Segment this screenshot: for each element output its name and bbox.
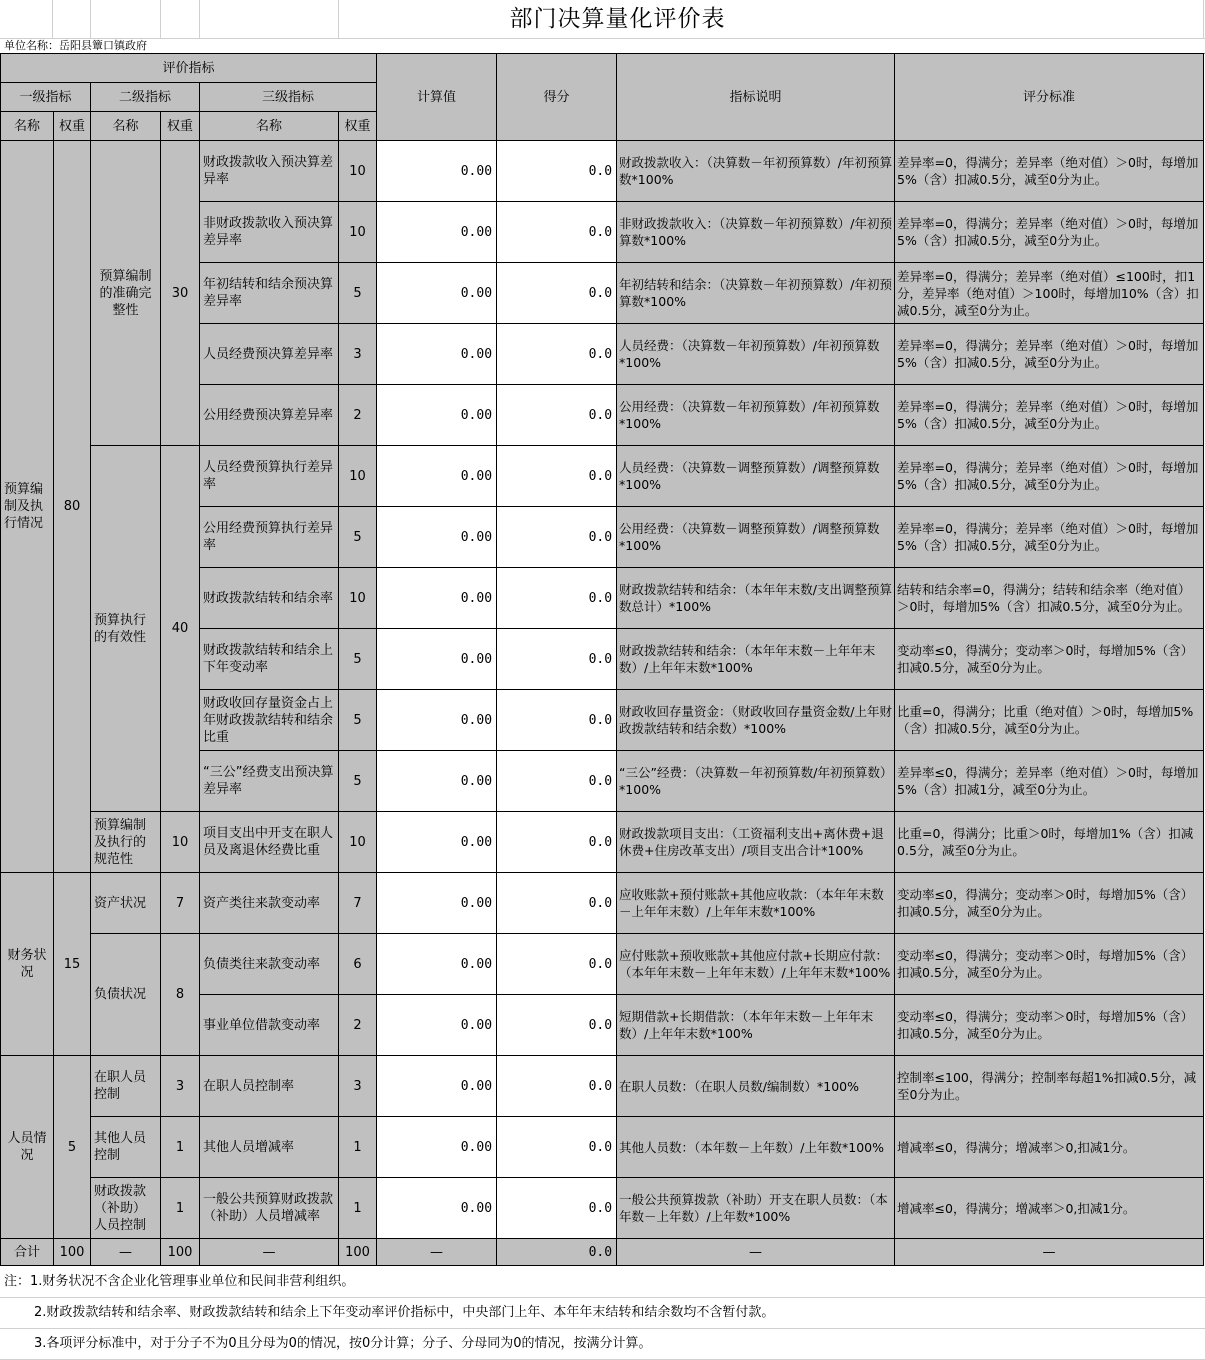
score-cell[interactable]: 0.0 (497, 141, 617, 202)
group-name: 财务状况 (1, 873, 54, 1056)
score-cell[interactable]: 0.0 (497, 202, 617, 263)
indicator-name: “三公”经费支出预决算差异率 (200, 751, 339, 812)
total-dash: — (91, 1239, 161, 1266)
total-score[interactable]: 0.0 (497, 1239, 617, 1266)
standard-cell: 比重=0，得满分；比重（绝对值）＞0时，每增加5%（含）扣减0.5分，减至0分为止。 (895, 690, 1204, 751)
standard-cell: 差异率=0，得满分；差异率（绝对值）≤100时，扣1分，差异率（绝对值）＞100时，每增加10%（含）扣减0.5分，减至0分为止。 (895, 263, 1204, 324)
calc-value-cell[interactable]: 0.00 (377, 507, 497, 568)
table-row (1, 1117, 1204, 1178)
total-dash: — (895, 1239, 1204, 1266)
description-cell: 年初结转和结余：（决算数－年初预算数）/年初预算数*100% (617, 263, 895, 324)
header-score: 得分 (497, 54, 617, 141)
total-dash: — (377, 1239, 497, 1266)
indicator-name: 财政拨款结转和结余上下年变动率 (200, 629, 339, 690)
subgroup-weight: 3 (161, 1056, 200, 1117)
indicator-name: 公用经费预决算差异率 (200, 385, 339, 446)
grid-cell (200, 0, 339, 38)
group-weight: 5 (54, 1056, 91, 1239)
subgroup-name: 其他人员控制 (91, 1117, 161, 1178)
indicator-weight: 10 (339, 446, 377, 507)
indicator-name: 人员经费预决算差异率 (200, 324, 339, 385)
indicator-weight: 2 (339, 385, 377, 446)
description-cell: 应付账款+预收账款+其他应付款+长期应付款：（本年年末数－上年年末数）/上年年末数*100% (617, 934, 895, 995)
calc-value-cell[interactable]: 0.00 (377, 1117, 497, 1178)
header-standard: 评分标准 (895, 54, 1204, 141)
calc-value-cell[interactable]: 0.00 (377, 446, 497, 507)
score-cell[interactable]: 0.0 (497, 934, 617, 995)
header-weight: 权重 (339, 112, 377, 141)
header-weight: 权重 (54, 112, 91, 141)
description-cell: 公用经费：（决算数－调整预算数）/调整预算数*100% (617, 507, 895, 568)
table-row (1, 141, 1204, 202)
grid-cell (91, 0, 161, 38)
calc-value-cell[interactable]: 0.00 (377, 263, 497, 324)
evaluation-table (0, 53, 1204, 1266)
indicator-name: 负债类往来款变动率 (200, 934, 339, 995)
description-cell: 财政收回存量资金：（财政收回存量资金数/上年财政拨款结转和结余数）*100% (617, 690, 895, 751)
indicator-weight: 5 (339, 751, 377, 812)
subgroup-name: 在职人员控制 (91, 1056, 161, 1117)
notes (0, 1267, 1205, 1360)
group-name: 预算编制及执行情况 (1, 141, 54, 873)
indicator-name: 在职人员控制率 (200, 1056, 339, 1117)
description-cell: 财政拨款收入：（决算数－年初预算数）/年初预算数*100% (617, 141, 895, 202)
total-weight-3: 100 (339, 1239, 377, 1266)
indicator-weight: 3 (339, 1056, 377, 1117)
calc-value-cell[interactable]: 0.00 (377, 995, 497, 1056)
standard-cell: 变动率≤0，得满分；变动率＞0时，每增加5%（含）扣减0.5分，减至0分为止。 (895, 873, 1204, 934)
header-level3: 三级指标 (200, 83, 377, 112)
indicator-weight: 5 (339, 629, 377, 690)
calc-value-cell[interactable]: 0.00 (377, 1056, 497, 1117)
subgroup-name: 预算执行的有效性 (91, 446, 161, 812)
description-cell: 公用经费：（决算数－年初预算数）/年初预算数*100% (617, 385, 895, 446)
description-cell: “三公”经费：（决算数－年初预算数/年初预算数）*100% (617, 751, 895, 812)
total-weight-1: 100 (54, 1239, 91, 1266)
indicator-name: 人员经费预算执行差异率 (200, 446, 339, 507)
calc-value-cell[interactable]: 0.00 (377, 751, 497, 812)
score-cell[interactable]: 0.0 (497, 324, 617, 385)
total-weight-2: 100 (161, 1239, 200, 1266)
group-weight: 80 (54, 141, 91, 873)
table-row (1, 812, 1204, 873)
title-row (0, 0, 1205, 39)
table-row (1, 446, 1204, 507)
score-cell[interactable]: 0.0 (497, 812, 617, 873)
indicator-name: 一般公共预算财政拨款（补助）人员增减率 (200, 1178, 339, 1239)
calc-value-cell[interactable]: 0.00 (377, 202, 497, 263)
indicator-weight: 6 (339, 934, 377, 995)
standard-cell: 差异率=0，得满分；差异率（绝对值）＞0时，每增加5%（含）扣减0.5分，减至0分为止。 (895, 507, 1204, 568)
calc-value-cell[interactable]: 0.00 (377, 629, 497, 690)
description-cell: 在职人员数：（在职人员数/编制数）*100% (617, 1056, 895, 1117)
score-cell[interactable]: 0.0 (497, 1056, 617, 1117)
indicator-weight: 5 (339, 263, 377, 324)
unit-name: 单位名称：岳阳县簟口镇政府 (4, 39, 147, 52)
score-cell[interactable]: 0.0 (497, 385, 617, 446)
header-name: 名称 (1, 112, 54, 141)
description-cell: 财政拨款结转和结余：（本年年末数/支出调整预算数总计）*100% (617, 568, 895, 629)
subgroup-name: 财政拨款（补助）人员控制 (91, 1178, 161, 1239)
total-label: 合计 (1, 1239, 54, 1266)
group-weight: 15 (54, 873, 91, 1056)
subgroup-weight: 30 (161, 141, 200, 446)
standard-cell: 差异率≤0，得满分；差异率（绝对值）＞0时，每增加5%（含）扣减1分，减至0分为止。 (895, 751, 1204, 812)
standard-cell: 比重=0，得满分；比重＞0时，每增加1%（含）扣减0.5分，减至0分为止。 (895, 812, 1204, 873)
indicator-weight: 1 (339, 1178, 377, 1239)
subgroup-weight: 1 (161, 1117, 200, 1178)
indicator-weight: 10 (339, 202, 377, 263)
description-cell: 财政拨款结转和结余：（本年年末数－上年年末数）/上年年末数*100% (617, 629, 895, 690)
calc-value-cell[interactable]: 0.00 (377, 568, 497, 629)
header-weight: 权重 (161, 112, 200, 141)
subgroup-name: 负债状况 (91, 934, 161, 1056)
indicator-name: 其他人员增减率 (200, 1117, 339, 1178)
calc-value-cell[interactable]: 0.00 (377, 1178, 497, 1239)
header-description: 指标说明 (617, 54, 895, 141)
standard-cell: 差异率=0，得满分；差异率（绝对值）＞0时，每增加5%（含）扣减0.5分，减至0分为止。 (895, 141, 1204, 202)
indicator-weight: 10 (339, 568, 377, 629)
note-line: 注：1.财务状况不含企业化管理事业单位和民间非营利组织。 (0, 1267, 1205, 1298)
score-cell[interactable]: 0.0 (497, 263, 617, 324)
description-cell: 其他人员数：（本年数－上年数）/上年数*100% (617, 1117, 895, 1178)
page-title: 部门决算量化评价表 (509, 6, 726, 32)
score-cell[interactable]: 0.0 (497, 751, 617, 812)
header-name: 名称 (200, 112, 339, 141)
indicator-weight: 5 (339, 507, 377, 568)
total-row (1, 1239, 1204, 1266)
indicator-name: 财政拨款结转和结余率 (200, 568, 339, 629)
calc-value-cell[interactable]: 0.00 (377, 690, 497, 751)
standard-cell: 控制率≤100，得满分；控制率每超1%扣减0.5分，减至0分为止。 (895, 1056, 1204, 1117)
score-cell[interactable]: 0.0 (497, 507, 617, 568)
indicator-weight: 10 (339, 812, 377, 873)
score-cell[interactable]: 0.0 (497, 873, 617, 934)
subgroup-name: 预算编制的准确完整性 (91, 141, 161, 446)
standard-cell: 差异率=0，得满分；差异率（绝对值）＞0时，每增加5%（含）扣减0.5分，减至0分为止。 (895, 202, 1204, 263)
indicator-name: 财政收回存量资金占上年财政拨款结转和结余比重 (200, 690, 339, 751)
score-cell[interactable]: 0.0 (497, 1178, 617, 1239)
calc-value-cell[interactable]: 0.00 (377, 141, 497, 202)
subgroup-weight: 10 (161, 812, 200, 873)
score-cell[interactable]: 0.0 (497, 995, 617, 1056)
description-cell: 人员经费：（决算数－调整预算数）/调整预算数*100% (617, 446, 895, 507)
indicator-name: 非财政拨款收入预决算差异率 (200, 202, 339, 263)
score-cell[interactable]: 0.0 (497, 1117, 617, 1178)
description-cell: 财政拨款项目支出：（工资福利支出+离休费+退休费+住房改革支出）/项目支出合计*100% (617, 812, 895, 873)
header-eval-indicator: 评价指标 (1, 54, 377, 83)
group-name: 人员情况 (1, 1056, 54, 1239)
calc-value-cell[interactable]: 0.00 (377, 385, 497, 446)
indicator-name: 公用经费预算执行差异率 (200, 507, 339, 568)
table-row (1, 1056, 1204, 1117)
note-line: 2.财政拨款结转和结余率、财政拨款结转和结余上下年变动率评价指标中，中央部门上年、本年年末结转和结余数均不含暂付款。 (0, 1298, 1205, 1329)
note-line: 3.各项评分标准中，对于分子不为0且分母为0的情况，按0分计算；分子、分母同为0的情况，按满分计算。 (0, 1329, 1205, 1360)
subgroup-name: 资产状况 (91, 873, 161, 934)
table-row (1, 873, 1204, 934)
standard-cell: 差异率=0，得满分；差异率（绝对值）＞0时，每增加5%（含）扣减0.5分，减至0分为止。 (895, 385, 1204, 446)
grid-cell (0, 0, 53, 38)
grid-cell (895, 0, 1204, 38)
score-cell[interactable]: 0.0 (497, 690, 617, 751)
description-cell: 应收账款+预付账款+其他应收款：（本年年末数－上年年末数）/上年年末数*100% (617, 873, 895, 934)
indicator-name: 年初结转和结余预决算差异率 (200, 263, 339, 324)
description-cell: 短期借款+长期借款：（本年年末数－上年年末数）/上年年末数*100% (617, 995, 895, 1056)
description-cell: 非财政拨款收入：（决算数－年初预算数）/年初预算数*100% (617, 202, 895, 263)
indicator-weight: 7 (339, 873, 377, 934)
header-row (1, 54, 1204, 83)
calc-value-cell[interactable]: 0.00 (377, 324, 497, 385)
standard-cell: 结转和结余率=0，得满分；结转和结余率（绝对值）＞0时，每增加5%（含）扣减0.5分，减至0分为止。 (895, 568, 1204, 629)
subgroup-weight: 40 (161, 446, 200, 812)
indicator-weight: 3 (339, 324, 377, 385)
indicator-weight: 2 (339, 995, 377, 1056)
header-name: 名称 (91, 112, 161, 141)
standard-cell: 差异率=0，得满分；差异率（绝对值）＞0时，每增加5%（含）扣减0.5分，减至0分为止。 (895, 446, 1204, 507)
indicator-name: 项目支出中开支在职人员及离退休经费比重 (200, 812, 339, 873)
indicator-weight: 5 (339, 690, 377, 751)
header-level1: 一级指标 (1, 83, 91, 112)
table-row (1, 1178, 1204, 1239)
grid-cell (161, 0, 200, 38)
calc-value-cell[interactable]: 0.00 (377, 812, 497, 873)
standard-cell: 变动率≤0，得满分；变动率＞0时，每增加5%（含）扣减0.5分，减至0分为止。 (895, 629, 1204, 690)
indicator-name: 财政拨款收入预决算差异率 (200, 141, 339, 202)
indicator-name: 事业单位借款变动率 (200, 995, 339, 1056)
score-cell[interactable]: 0.0 (497, 568, 617, 629)
standard-cell: 变动率≤0，得满分；变动率＞0时，每增加5%（含）扣减0.5分，减至0分为止。 (895, 995, 1204, 1056)
subgroup-weight: 8 (161, 934, 200, 1056)
indicator-weight: 10 (339, 141, 377, 202)
subgroup-name: 预算编制及执行的规范性 (91, 812, 161, 873)
header-calc-value: 计算值 (377, 54, 497, 141)
indicator-weight: 1 (339, 1117, 377, 1178)
header-level2: 二级指标 (91, 83, 200, 112)
standard-cell: 增减率≤0，得满分；增减率＞0,扣减1分。 (895, 1178, 1204, 1239)
total-dash: — (617, 1239, 895, 1266)
standard-cell: 增减率≤0，得满分；增减率＞0,扣减1分。 (895, 1117, 1204, 1178)
table-row (1, 934, 1204, 995)
total-dash: — (200, 1239, 339, 1266)
unit-row (0, 38, 1205, 54)
score-cell[interactable]: 0.0 (497, 446, 617, 507)
subgroup-weight: 1 (161, 1178, 200, 1239)
indicator-name: 资产类往来款变动率 (200, 873, 339, 934)
standard-cell: 差异率=0，得满分；差异率（绝对值）＞0时，每增加5%（含）扣减0.5分，减至0分为止。 (895, 324, 1204, 385)
subgroup-weight: 7 (161, 873, 200, 934)
description-cell: 人员经费：（决算数－年初预算数）/年初预算数*100% (617, 324, 895, 385)
calc-value-cell[interactable]: 0.00 (377, 934, 497, 995)
standard-cell: 变动率≤0，得满分；变动率＞0时，每增加5%（含）扣减0.5分，减至0分为止。 (895, 934, 1204, 995)
grid-cell (53, 0, 91, 38)
calc-value-cell[interactable]: 0.00 (377, 873, 497, 934)
description-cell: 一般公共预算拨款（补助）开支在职人员数：（本年数－上年数）/上年数*100% (617, 1178, 895, 1239)
score-cell[interactable]: 0.0 (497, 629, 617, 690)
